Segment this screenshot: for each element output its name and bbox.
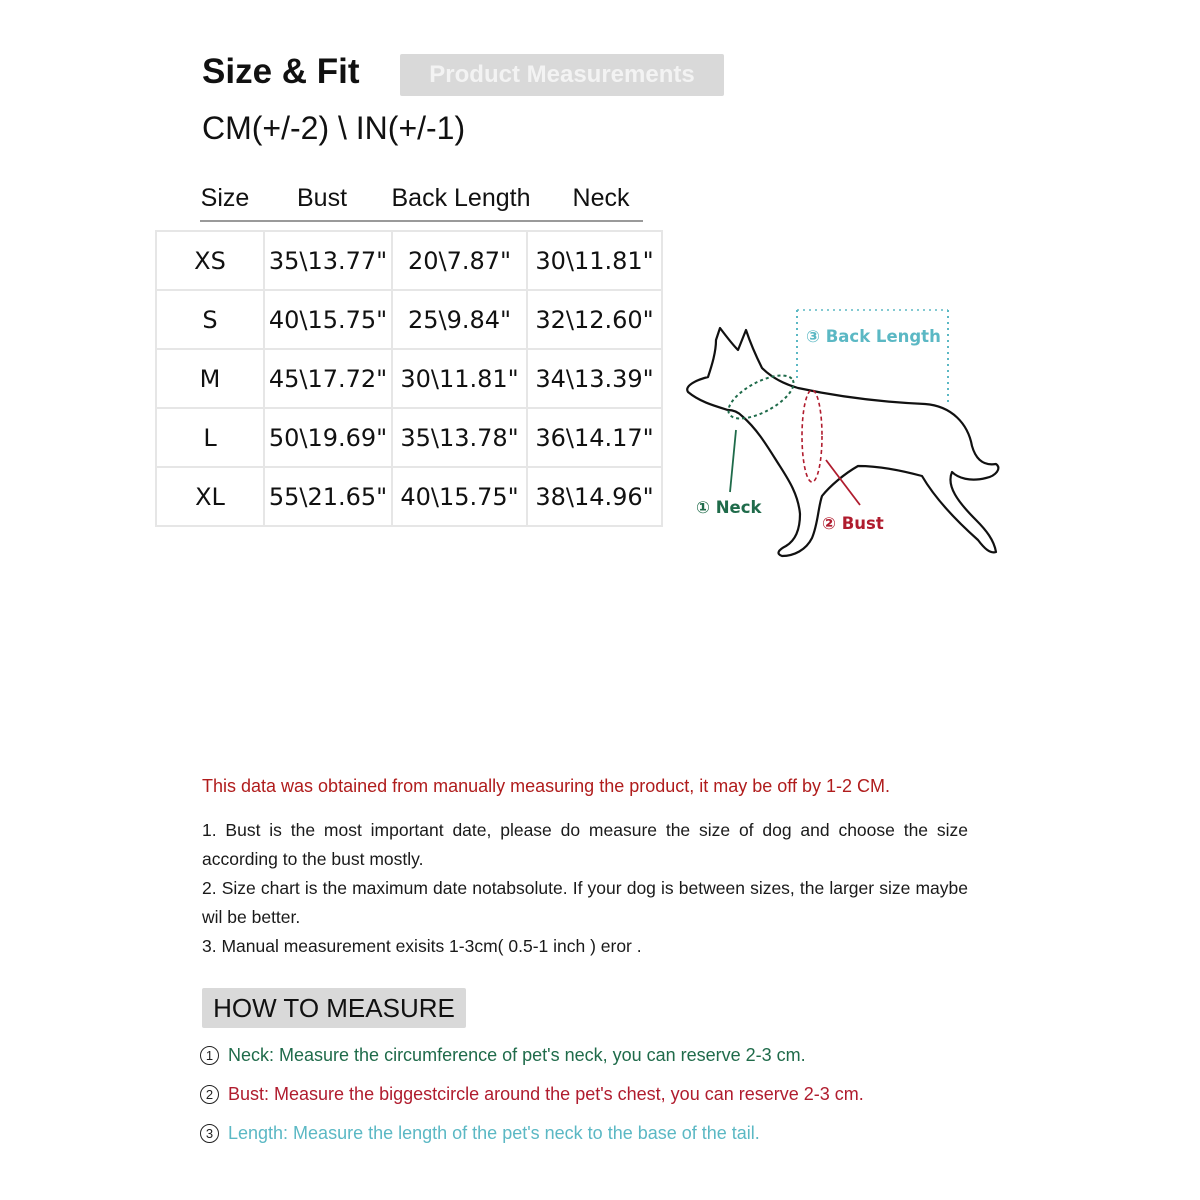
dog-measurement-diagram bbox=[680, 300, 1010, 565]
units-label: CM(+/-2) \ IN(+/-1) bbox=[202, 110, 466, 146]
table-row bbox=[156, 231, 662, 290]
note-item: 1. Bust is the most important date, please do measure the size of dog and choose the size according to the bust mostly. bbox=[202, 820, 968, 869]
cell-size: S bbox=[156, 290, 264, 349]
step-text: Neck: Measure the circumference of pet's neck, you can reserve 2-3 cm. bbox=[228, 1045, 806, 1065]
header-bust: Bust bbox=[296, 184, 348, 212]
sizing-notes bbox=[202, 816, 968, 961]
step-neck bbox=[200, 1045, 806, 1066]
step-number: 2 bbox=[200, 1085, 219, 1104]
step-number: 1 bbox=[200, 1046, 219, 1065]
cell-size: XS bbox=[156, 231, 264, 290]
header-size: Size bbox=[200, 184, 250, 212]
cell-size: L bbox=[156, 408, 264, 467]
cell-bust: 35\13.77" bbox=[264, 231, 392, 290]
step-length bbox=[200, 1123, 760, 1144]
cell-neck: 36\14.17" bbox=[527, 408, 662, 467]
measurement-disclaimer: This data was obtained from manually measuring the product, it may be off by 1-2 CM. bbox=[202, 776, 890, 796]
cell-neck: 32\12.60" bbox=[527, 290, 662, 349]
table-row bbox=[156, 408, 662, 467]
size-table bbox=[155, 230, 663, 527]
table-row bbox=[156, 349, 662, 408]
step-text: Bust: Measure the biggestcircle around the pet's chest, you can reserve 2-3 cm. bbox=[228, 1084, 864, 1104]
header-neck: Neck bbox=[572, 184, 630, 212]
neck-pointer-line bbox=[730, 430, 736, 492]
note-item: 2. Size chart is the maximum date notabsolute. If your dog is between sizes, the larger size maybe wil be better. bbox=[202, 878, 968, 927]
step-bust bbox=[200, 1084, 864, 1105]
cell-neck: 38\14.96" bbox=[527, 467, 662, 526]
cell-size: M bbox=[156, 349, 264, 408]
cell-size: XL bbox=[156, 467, 264, 526]
cell-back-length: 20\7.87" bbox=[392, 231, 527, 290]
cell-bust: 55\21.65" bbox=[264, 467, 392, 526]
cell-neck: 34\13.39" bbox=[527, 349, 662, 408]
cell-bust: 40\15.75" bbox=[264, 290, 392, 349]
cell-back-length: 25\9.84" bbox=[392, 290, 527, 349]
cell-back-length: 35\13.78" bbox=[392, 408, 527, 467]
how-to-measure-heading: HOW TO MEASURE bbox=[202, 988, 466, 1028]
bust-measure-ellipse bbox=[802, 390, 822, 482]
cell-neck: 30\11.81" bbox=[527, 231, 662, 290]
step-text: Length: Measure the length of the pet's neck to the base of the tail. bbox=[228, 1123, 760, 1143]
page-title: Size & Fit bbox=[202, 52, 360, 91]
table-row bbox=[156, 290, 662, 349]
table-row bbox=[156, 467, 662, 526]
bust-label: ② Bust bbox=[822, 514, 884, 533]
cell-back-length: 40\15.75" bbox=[392, 467, 527, 526]
cell-bust: 45\17.72" bbox=[264, 349, 392, 408]
back-length-label: ③ Back Length bbox=[806, 327, 941, 346]
cell-bust: 50\19.69" bbox=[264, 408, 392, 467]
step-number: 3 bbox=[200, 1124, 219, 1143]
product-measurements-badge: Product Measurements bbox=[400, 54, 724, 96]
size-table-header bbox=[200, 180, 643, 222]
header-back-length: Back Length bbox=[391, 184, 531, 212]
neck-measure-ellipse bbox=[722, 367, 800, 427]
cell-back-length: 30\11.81" bbox=[392, 349, 527, 408]
note-item: 3. Manual measurement exisits 1-3cm( 0.5-1 inch ) eror . bbox=[202, 936, 642, 956]
neck-label: ① Neck bbox=[696, 498, 762, 517]
